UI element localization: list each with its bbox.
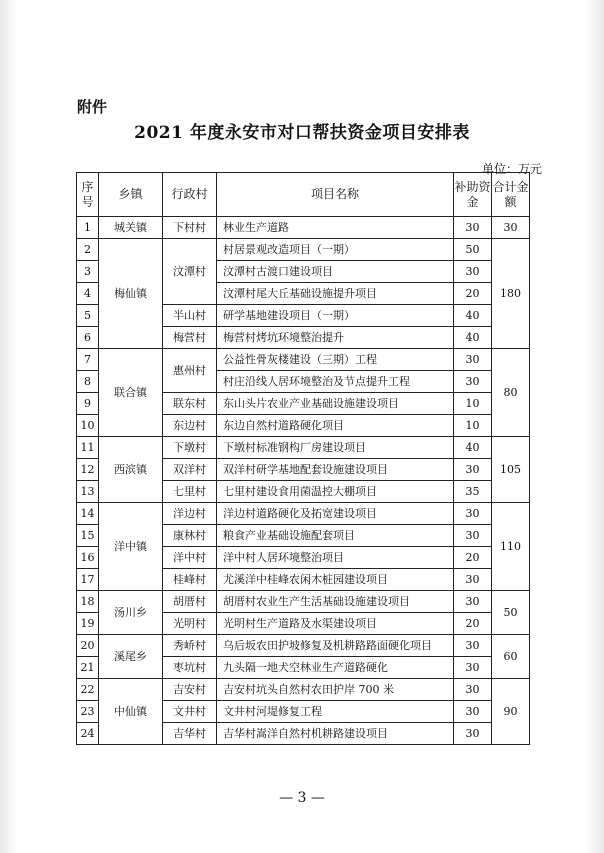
cell-village: 吉华村 (163, 723, 217, 745)
cell-fund: 30 (454, 349, 492, 371)
cell-no: 13 (77, 481, 99, 503)
cell-village: 洋中村 (163, 547, 217, 569)
cell-town: 西滨镇 (99, 437, 163, 503)
cell-no: 8 (77, 371, 99, 393)
cell-project: 汶潭村尾大丘基础设施提升项目 (217, 283, 454, 305)
table-row (77, 635, 530, 657)
cell-fund: 10 (454, 393, 492, 415)
cell-total: 60 (492, 635, 530, 679)
cell-project: 东山头片农业产业基础设施建设项目 (217, 393, 454, 415)
cell-town: 洋中镇 (99, 503, 163, 591)
col-header-project: 项目名称 (217, 173, 454, 217)
cell-village: 下村村 (163, 217, 217, 239)
cell-no: 22 (77, 679, 99, 701)
cell-project: 东边自然村道路硬化项目 (217, 415, 454, 437)
cell-no: 21 (77, 657, 99, 679)
cell-project: 文井村河堤修复工程 (217, 701, 454, 723)
cell-village: 汶潭村 (163, 239, 217, 305)
cell-no: 3 (77, 261, 99, 283)
cell-project: 洋中村人居环境整治项目 (217, 547, 454, 569)
col-header-fund: 补助资金 (454, 173, 492, 217)
cell-village: 桂峰村 (163, 569, 217, 591)
cell-fund: 30 (454, 459, 492, 481)
cell-fund: 50 (454, 239, 492, 261)
cell-project: 粮食产业基础设施配套项目 (217, 525, 454, 547)
cell-village: 秀峤村 (163, 635, 217, 657)
table-row (77, 591, 530, 613)
cell-village: 吉安村 (163, 679, 217, 701)
page-number: — 3 — (279, 790, 325, 806)
cell-fund: 30 (454, 701, 492, 723)
cell-village: 下墩村 (163, 437, 217, 459)
cell-project: 尤溪洋中桂峰农闲木桩园建设项目 (217, 569, 454, 591)
cell-town: 汤川乡 (99, 591, 163, 635)
col-header-no: 序号 (77, 173, 99, 217)
cell-total: 30 (492, 217, 530, 239)
cell-village: 惠州村 (163, 349, 217, 393)
cell-total: 110 (492, 503, 530, 591)
cell-no: 15 (77, 525, 99, 547)
cell-no: 17 (77, 569, 99, 591)
cell-total: 80 (492, 349, 530, 437)
cell-fund: 20 (454, 283, 492, 305)
cell-village: 梅营村 (163, 327, 217, 349)
cell-no: 20 (77, 635, 99, 657)
cell-village: 康林村 (163, 525, 217, 547)
cell-no: 9 (77, 393, 99, 415)
cell-town: 联合镇 (99, 349, 163, 437)
cell-village: 枣坑村 (163, 657, 217, 679)
cell-no: 18 (77, 591, 99, 613)
cell-project: 乌后坂农田护坡修复及机耕路路面硬化项目 (217, 635, 454, 657)
table-row (77, 679, 530, 701)
cell-village: 胡厝村 (163, 591, 217, 613)
cell-village: 东边村 (163, 415, 217, 437)
cell-no: 1 (77, 217, 99, 239)
cell-fund: 30 (454, 371, 492, 393)
cell-village: 联东村 (163, 393, 217, 415)
unit-label: 单位：万元 (481, 162, 542, 176)
cell-fund: 10 (454, 415, 492, 437)
cell-project: 七里村建设食用菌温控大棚项目 (217, 481, 454, 503)
cell-fund: 20 (454, 613, 492, 635)
cell-fund: 30 (454, 723, 492, 745)
cell-fund: 20 (454, 547, 492, 569)
cell-village: 洋边村 (163, 503, 217, 525)
cell-project: 光明村生产道路及水渠建设项目 (217, 613, 454, 635)
cell-project: 村居景观改造项目（一期） (217, 239, 454, 261)
cell-town: 梅仙镇 (99, 239, 163, 349)
page-title: 2021 年度永安市对口帮扶资金项目安排表 (134, 123, 470, 143)
cell-project: 林业生产道路 (217, 217, 454, 239)
cell-fund: 35 (454, 481, 492, 503)
cell-town: 溪尾乡 (99, 635, 163, 679)
cell-no: 2 (77, 239, 99, 261)
table-row (77, 239, 530, 261)
cell-fund: 30 (454, 591, 492, 613)
cell-fund: 30 (454, 503, 492, 525)
cell-village: 文井村 (163, 701, 217, 723)
cell-town: 城关镇 (99, 217, 163, 239)
cell-no: 4 (77, 283, 99, 305)
cell-fund: 30 (454, 657, 492, 679)
cell-no: 14 (77, 503, 99, 525)
cell-total: 90 (492, 679, 530, 745)
cell-project: 吉安村坑头自然村农田护岸 700 米 (217, 679, 454, 701)
cell-fund: 40 (454, 327, 492, 349)
cell-no: 23 (77, 701, 99, 723)
cell-no: 24 (77, 723, 99, 745)
cell-no: 11 (77, 437, 99, 459)
cell-village: 半山村 (163, 305, 217, 327)
cell-project: 下墩村标准钢构厂房建设项目 (217, 437, 454, 459)
table-row (77, 437, 530, 459)
cell-fund: 30 (454, 569, 492, 591)
cell-project: 胡厝村农业生产生活基础设施建设项目 (217, 591, 454, 613)
cell-fund: 40 (454, 305, 492, 327)
table-row (77, 503, 530, 525)
col-header-total: 合计金额 (492, 173, 530, 217)
cell-project: 双洋村研学基地配套设施建设项目 (217, 459, 454, 481)
cell-village: 光明村 (163, 613, 217, 635)
cell-project: 汶潭村古渡口建设项目 (217, 261, 454, 283)
cell-no: 6 (77, 327, 99, 349)
cell-total: 50 (492, 591, 530, 635)
cell-project: 吉华村嵩洋自然村机耕路建设项目 (217, 723, 454, 745)
cell-project: 村庄沿线人居环境整治及节点提升工程 (217, 371, 454, 393)
cell-fund: 30 (454, 679, 492, 701)
cell-project: 公益性骨灰楼建设（三期）工程 (217, 349, 454, 371)
cell-no: 19 (77, 613, 99, 635)
table-row (77, 217, 530, 239)
cell-fund: 40 (454, 437, 492, 459)
cell-no: 12 (77, 459, 99, 481)
table-row (77, 349, 530, 371)
cell-fund: 30 (454, 635, 492, 657)
cell-no: 5 (77, 305, 99, 327)
cell-total: 180 (492, 239, 530, 349)
cell-village: 七里村 (163, 481, 217, 503)
cell-project: 梅营村烤坑环境整治提升 (217, 327, 454, 349)
cell-project: 洋边村道路硬化及拓宽建设项目 (217, 503, 454, 525)
cell-no: 16 (77, 547, 99, 569)
cell-town: 中仙镇 (99, 679, 163, 745)
cell-total: 105 (492, 437, 530, 503)
cell-project: 研学基地建设项目（一期） (217, 305, 454, 327)
cell-project: 九头隔一地犬空林业生产道路硬化 (217, 657, 454, 679)
funding-table (76, 172, 530, 745)
cell-fund: 30 (454, 261, 492, 283)
cell-fund: 30 (454, 217, 492, 239)
cell-fund: 30 (454, 525, 492, 547)
cell-village: 双洋村 (163, 459, 217, 481)
attachment-label: 附件 (77, 98, 108, 116)
col-header-town: 乡镇 (99, 173, 163, 217)
cell-no: 7 (77, 349, 99, 371)
cell-no: 10 (77, 415, 99, 437)
table-header-row (77, 173, 530, 217)
col-header-village: 行政村 (163, 173, 217, 217)
